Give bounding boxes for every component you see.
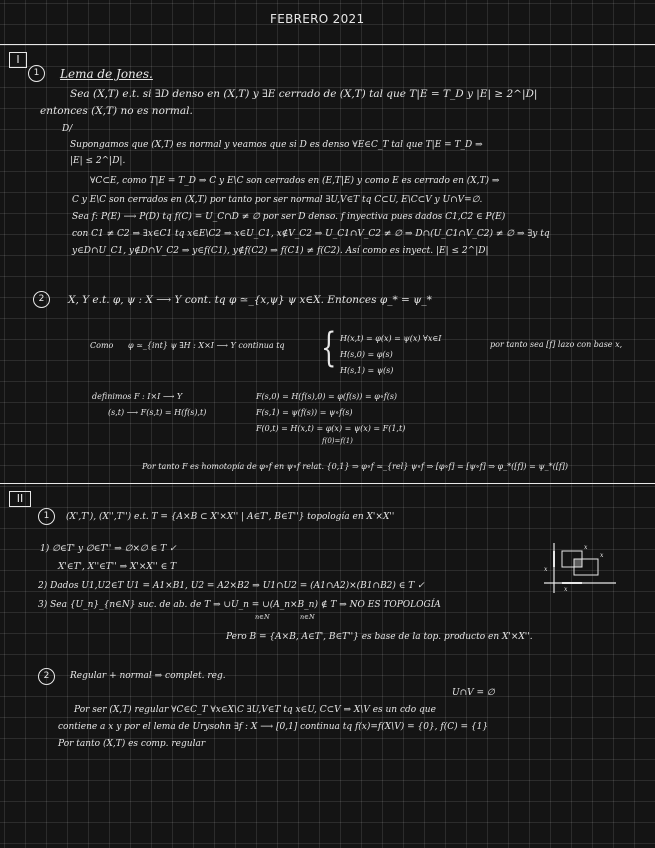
theorem-statement-cont: entonces (X,T) no es normal. xyxy=(40,105,193,117)
section-label: II xyxy=(9,491,31,507)
system-equation: H(s,1) = ψ(s) xyxy=(340,366,394,375)
item-number-circle: 1 xyxy=(28,65,45,82)
item-number-circle: 2 xyxy=(38,668,55,685)
proof-line: 1) ∅∈T' y ∅∈T'' ⇒ ∅×∅ ∈ T ✓ xyxy=(40,544,177,554)
side-note: U∩V = ∅ xyxy=(452,688,495,698)
brace-symbol: { xyxy=(321,325,337,371)
proof-line: Por tanto (X,T) es comp. regular xyxy=(58,739,206,749)
diagram-label: x xyxy=(600,552,604,559)
equation-line: F(s,0) = H(f(s),0) = φ(f(s)) = φ∘f(s) xyxy=(256,392,398,401)
proof-line: φ ≃_{int} ψ ∃H : X×I ⟶ Y continua tq xyxy=(128,341,285,350)
section-divider xyxy=(0,483,655,484)
proof-line: Supongamos que (X,T) es normal y veamos que si D es denso ∀E∈C_T tal que T|E = T_D ⇒ xyxy=(70,140,483,150)
equation-line: F(0,t) = H(x,t) = φ(x) = ψ(x) = F(1,t) xyxy=(256,424,406,433)
equation-line: F(s,1) = ψ(f(s)) = ψ∘f(s) xyxy=(256,408,353,417)
diagram-label: x xyxy=(544,566,548,573)
proof-line: Por ser (X,T) regular ∀C∈C_T ∀x∈X\C ∃U,V∈T tq x∈U, C⊂V ⇒ X\V es un cdo que xyxy=(74,705,436,715)
item-number-circle: 2 xyxy=(33,291,50,308)
proof-line: X'∈T', X''∈T'' ⇒ X'×X'' ∈ T xyxy=(58,562,177,572)
product-sets-diagram xyxy=(540,541,620,601)
union-subscript: n∈N xyxy=(300,613,315,621)
system-equation: H(s,0) = φ(s) xyxy=(340,350,393,359)
theorem-statement: (X',T'), (X'',T'') e.t. T = {A×B ⊂ X'×X'' | A∈T', B∈T''} topología en X'×X'' xyxy=(66,512,395,522)
definition-line: (s,t) ⟶ F(s,t) = H(f(s),t) xyxy=(108,408,207,417)
system-equation: H(x,t) = φ(x) = ψ(x) ∀x∈I xyxy=(340,334,442,343)
section-label: I xyxy=(9,52,27,68)
base-statement: Pero B = {A×B, A∈T', B∈T''} es base de la top. producto en X'×X''. xyxy=(226,632,533,642)
proof-label: D/ xyxy=(62,124,73,134)
conclusion-line: Por tanto F es homotopía de φ∘f en ψ∘f relat. {0,1} ⇒ φ∘f ≃_{rel} ψ∘f ⇒ [φ∘f] = [ψ∘f] ⇒ φ_*([f]) = ψ_*([f]) xyxy=(142,462,569,471)
proof-line: contiene a x y por el lema de Urysohn ∃f : X ⟶ [0,1] continua tq f(x)=f(X\V) = {0}, f(C) = {1} xyxy=(58,722,489,732)
header-divider xyxy=(0,44,655,45)
proof-line: 2) Dados U1,U2∈T U1 = A1×B1, U2 = A2×B2 ⇒ U1∩U2 = (A1∩A2)×(B1∩B2) ∈ T ✓ xyxy=(38,581,425,591)
proof-line: C y E\C son cerrados en (X,T) por tanto por ser normal ∃U,V∈T tq C⊂U, E\C⊂V y U∩V=∅. xyxy=(72,195,483,205)
proof-label: Como xyxy=(90,341,114,350)
union-subscript: n∈N xyxy=(255,613,270,621)
side-note: por tanto sea [f] lazo con base x, xyxy=(490,340,623,349)
item-title: Lema de Jones. xyxy=(60,67,153,81)
proof-line: y∈D∩U_C1, y∉D∩V_C2 ⇒ y∈f(C1), y∉f(C2) ⇒ f(C1) ≠ f(C2). Así como es inyect. |E| ≤ 2^|D| xyxy=(72,246,489,256)
item-number-circle: 1 xyxy=(38,508,55,525)
diagram-label: x xyxy=(564,586,568,593)
proof-line: 3) Sea {U_n}_{n∈N} suc. de ab. de T ⇒ ∪U_n = ∪(A_n×B_n) ∉ T ⇒ NO ES TOPOLOGÍA xyxy=(38,600,441,610)
proof-line: ∀C⊂E, como T|E = T_D ⇒ C y E\C son cerrados en (E,T|E) y como E es cerrado en (X,T) ⇒ xyxy=(90,176,500,186)
theorem-statement: Sea (X,T) e.t. si ∃D denso en (X,T) y ∃E cerrado de (X,T) tal que T|E = T_D y |E| ≥ 2^|D| xyxy=(70,88,538,100)
intersection-rectangle xyxy=(574,559,582,567)
proof-line: con C1 ≠ C2 ⇒ ∃x∈C1 tq x∈E\C2 ⇒ x∈U_C1, x∉V_C2 ⇒ U_C1∩V_C2 ≠ ∅ ⇒ D∩(U_C1∩V_C2) ≠ ∅ ⇒ ∃y tq xyxy=(72,229,550,239)
definition-line: definimos F : I×I ⟶ Y xyxy=(92,392,183,401)
equation-subscript: f(0)=f(1) xyxy=(322,437,353,445)
page-title: FEBRERO 2021 xyxy=(270,12,365,26)
diagram-label: x xyxy=(584,544,588,551)
theorem-statement: X, Y e.t. φ, ψ : X ⟶ Y cont. tq φ ≃_{x,ψ} ψ x∈X. Entonces φ_* = ψ_* xyxy=(68,294,432,306)
proof-line: |E| ≤ 2^|D|. xyxy=(70,156,126,166)
item-title: Regular + normal ⇒ complet. reg. xyxy=(70,671,226,681)
proof-line: Sea f: P(E) ⟶ P(D) tq f(C) = U_C∩D ≠ ∅ por ser D denso. f inyectiva pues dados C1,C2 ∈ P(E) xyxy=(72,212,506,222)
